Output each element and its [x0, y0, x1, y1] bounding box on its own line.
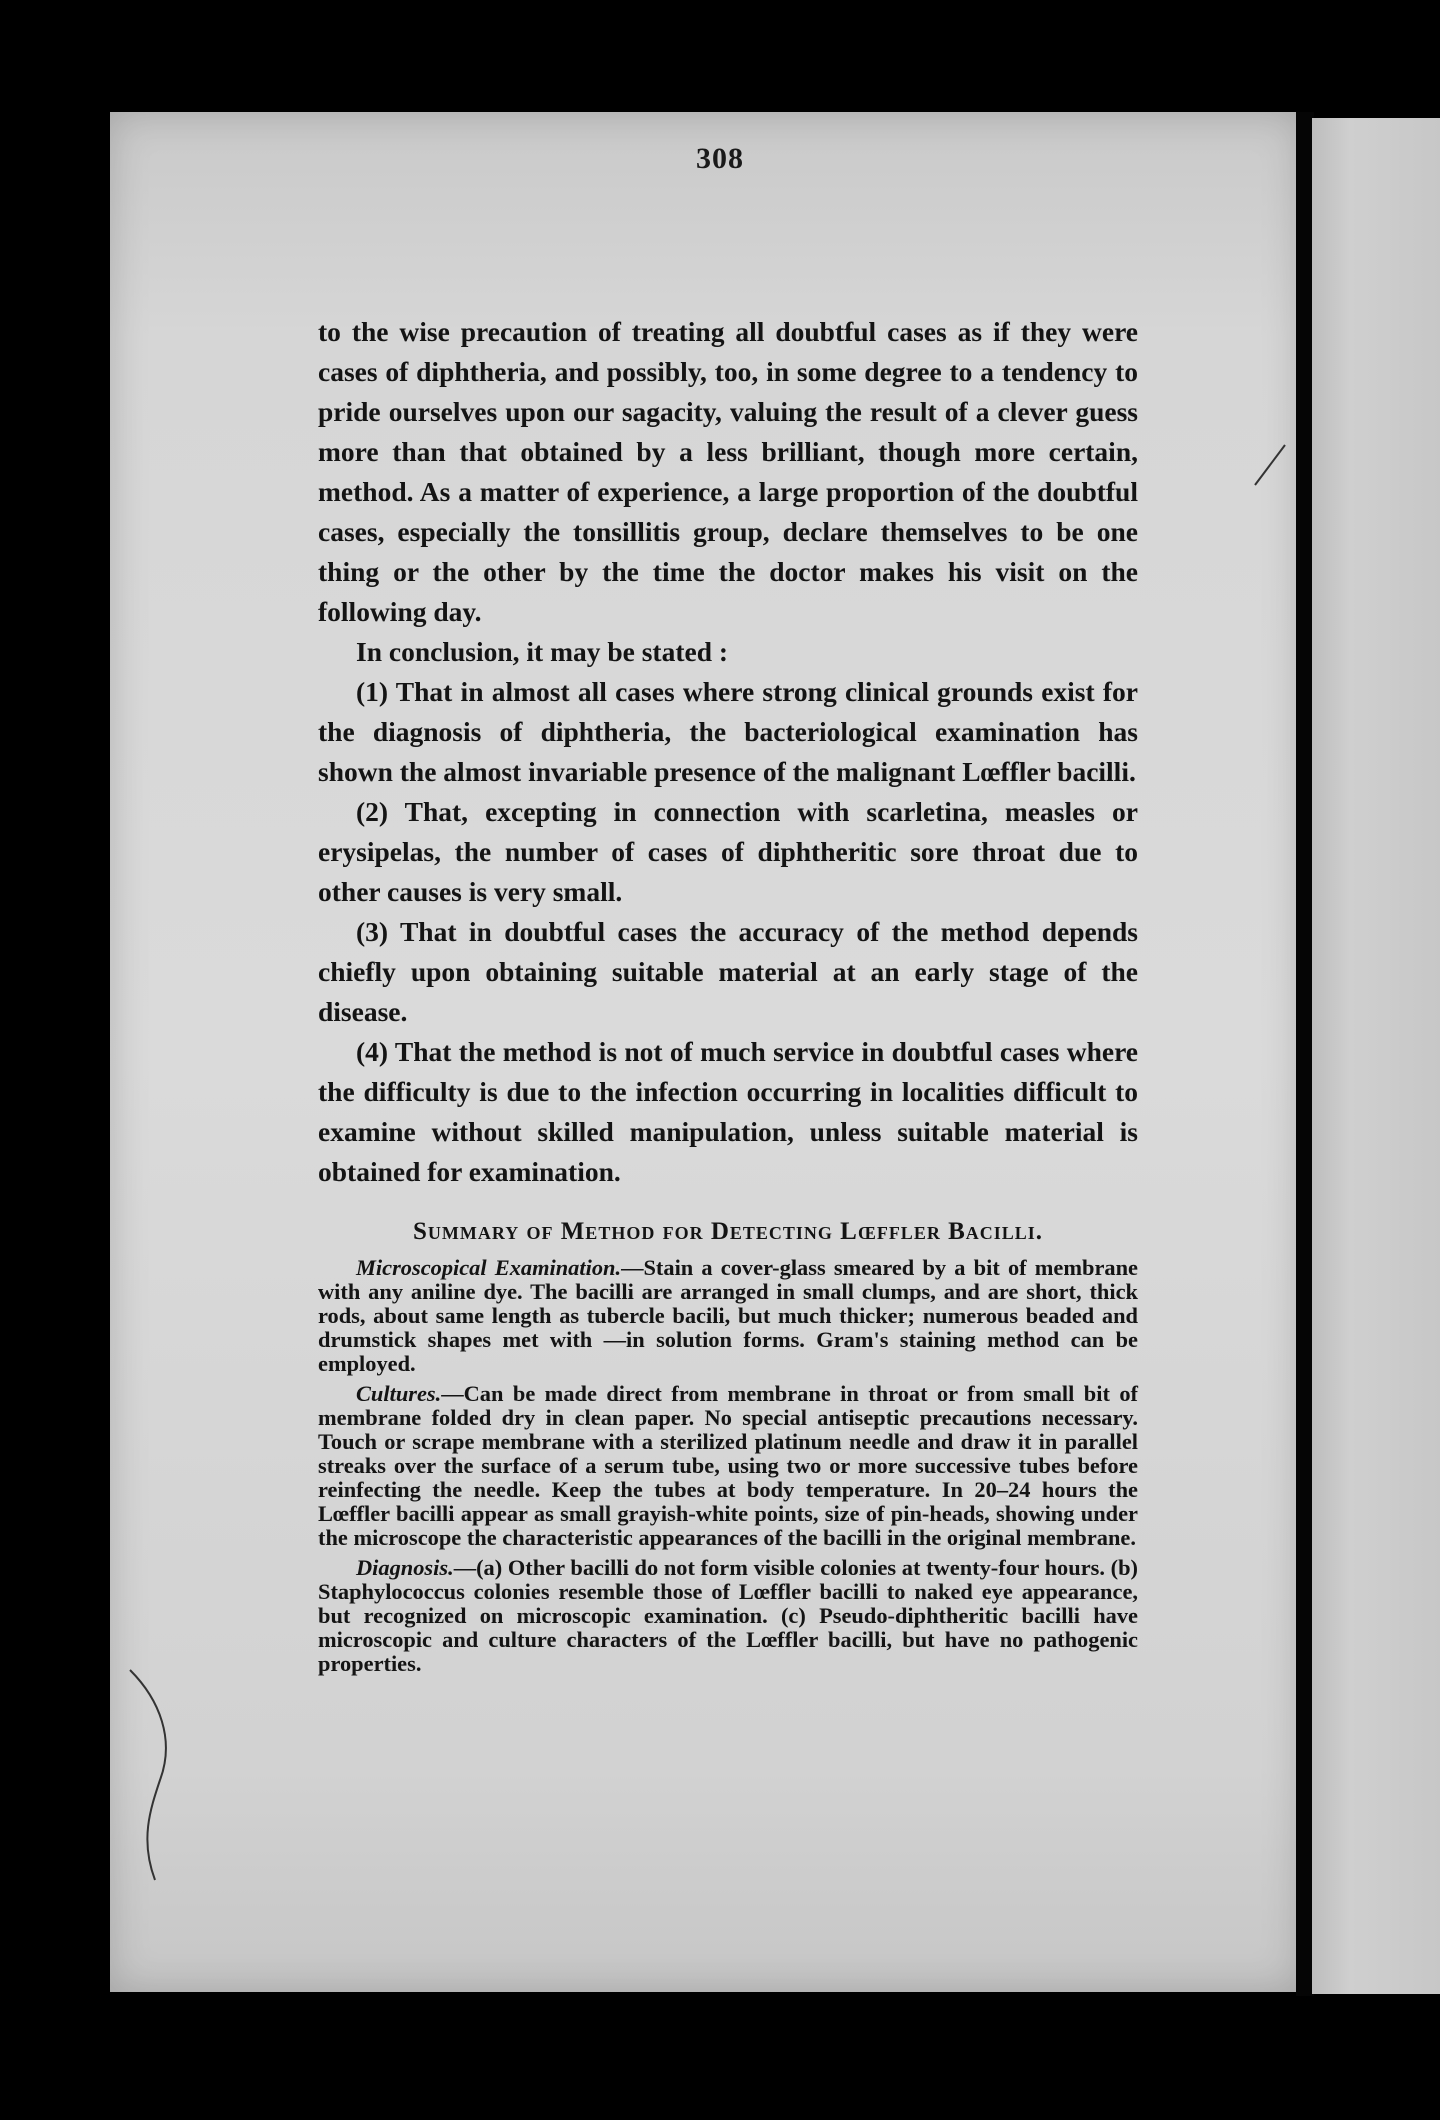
summary-heading: Summary of Method for Detecting Lœffler Bacilli. — [412, 1218, 1044, 1245]
pencil-mark-left — [120, 1660, 190, 1890]
page-number: 308 — [696, 142, 744, 175]
conclusion-point-2: (2) That, excepting in connection with scarletina, measles or erysipelas, the number of cases of diphtheritic sore throat due to other causes is very small. — [318, 796, 1138, 907]
summary-microscopical — [318, 1256, 1138, 1376]
summary-text: —(a) Other bacilli do not form visible colonies at twenty-four hours. (b) Staphylococcus colonies resemble those of Lœffler bacilli to naked eye appearance, but recognized on microscopic examination. (c) Pseudo-diphtheritic bacilli have microscopic and culture characters of the Lœffler bacilli, but have no pathogenic properties. — [318, 1555, 1138, 1676]
page-text-block — [318, 312, 1138, 1682]
continuation-paragraph: to the wise precaution of treating all doubtful cases as if they were cases of diphtheria, and possibly, too, in some degree to a tendency to pride ourselves upon our sagacity, valuing the result of a clever guess more than that obtained by a less brilliant, though more certain, method. As a matter of experience, a large proportion of the doubtful cases, especially the tonsillitis group, declare themselves to be one thing or the other by the time the doctor makes his visit on the following day. — [318, 316, 1138, 627]
conclusion-point-1: (1) That in almost all cases where strong clinical grounds exist for the diagnosis of diphtheria, the bacteriological examination has shown the almost invariable presence of the malignant Lœffler bacilli. — [318, 676, 1138, 787]
main-body — [318, 312, 1138, 1192]
summary-label: Microscopical Examination. — [356, 1255, 622, 1280]
conclusion-point-3: (3) That in doubtful cases the accuracy of the method depends chiefly upon obtaining suitable material at an early stage of the disease. — [318, 916, 1138, 1027]
summary-text: —Stain a cover-glass smeared by a bit of membrane with any aniline dye. The bacilli are arranged in small clumps, and are short, thick rods, about same length as tubercle bacili, but much thicker; numerous beaded and drumstick shapes met with —in solution forms. Gram's staining method can be employed. — [318, 1255, 1138, 1376]
summary-text: —Can be made direct from membrane in throat or from small bit of membrane folded dry in clean paper. No special antiseptic precautions necessary. Touch or scrape membrane with a sterilized platinum needle and draw it in parallel streaks over the surface of a serum tube, using two or more successive tubes before reinfecting the needle. Keep the tubes at body temperature. In 20–24 hours the Lœffler bacilli appear as small grayish-white points, size of pin-heads, showing under the microscope the characteristic appearances of the bacilli in the original membrane. — [318, 1381, 1138, 1550]
pencil-mark-right — [1250, 440, 1290, 490]
conclusion-intro: In conclusion, it may be stated : — [356, 636, 729, 667]
summary-block — [318, 1256, 1138, 1676]
summary-diagnosis — [318, 1556, 1138, 1676]
summary-label: Diagnosis. — [356, 1555, 454, 1580]
summary-cultures — [318, 1382, 1138, 1550]
summary-label: Cultures. — [356, 1381, 442, 1406]
conclusion-point-4: (4) That the method is not of much service in doubtful cases where the difficulty is due to the infection occurring in localities difficult to examine without skilled manipulation, unless suitable material is obtained for examination. — [318, 1036, 1138, 1187]
facing-page-edge — [1312, 118, 1440, 1994]
